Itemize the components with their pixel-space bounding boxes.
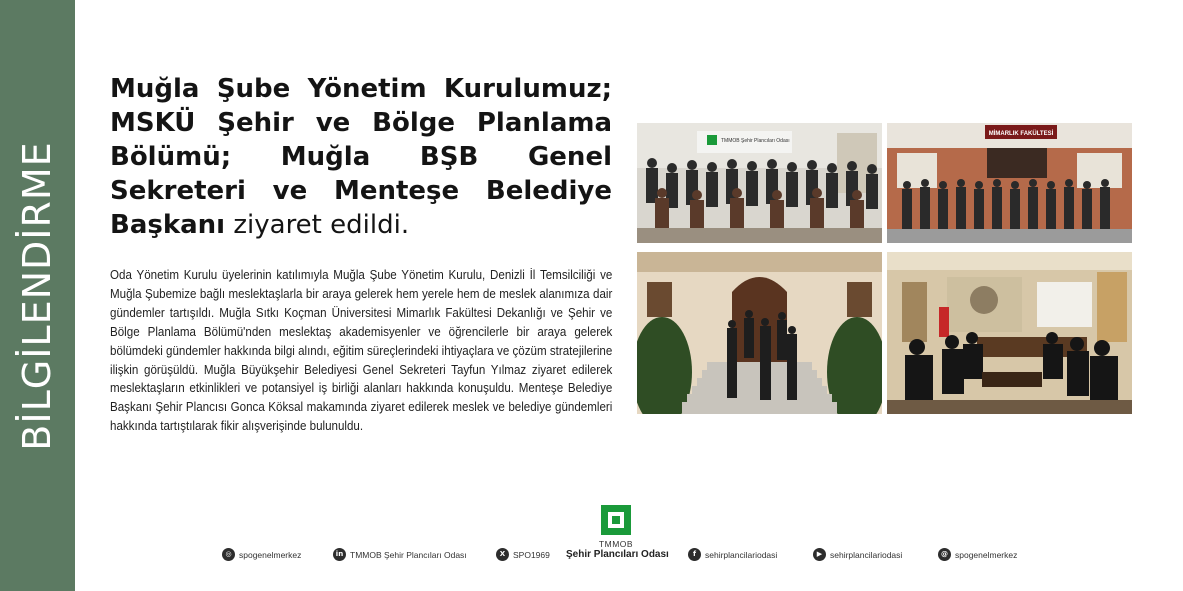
social-label: spogenelmerkez <box>239 549 302 560</box>
facebook-icon: f <box>688 548 701 561</box>
logo-org: TMMOB <box>598 539 634 549</box>
photo2-sign: MİMARLIK FAKÜLTESİ <box>988 131 1054 137</box>
headline-normal: ziyaret edildi. <box>225 210 410 240</box>
spo-logo <box>566 505 669 560</box>
social-label: sehirplancilariodasi <box>830 549 903 560</box>
photo-historic-building <box>637 252 882 414</box>
photo-faculty-building <box>887 123 1132 243</box>
headline <box>110 72 612 242</box>
social-label: TMMOB Şehir Plancıları Odası <box>350 549 467 560</box>
social-youtube[interactable] <box>813 548 902 561</box>
photo-group-office <box>637 123 882 243</box>
social-label: sehirplancilariodasi <box>705 549 778 560</box>
headline-bold: Muğla Şube Yönetim Kurulumuz; MSKÜ Şehir ve Bölge Planlama Bölümü; Muğla BŞB Genel Sekreteri ve Menteşe Belediye Başkanı <box>110 74 612 240</box>
threads-icon: @ <box>938 548 951 561</box>
spo-logo-icon <box>601 505 631 535</box>
body-paragraph: Oda Yönetim Kurulu üyelerinin katılımıyla Muğla Şube Yönetim Kurulu, Denizli İl Temsilciliği ve Muğla Şubemize bağlı meslektaşlarla bir araya gelerek hem yerele hem de meslek alanımıza dair gündemler tartışıldı. Muğla Sıtkı Koçman Üniversitesi Mimarlık Fakültesi Dekanlığı ve Şehir ve Bölge Planlama Bölümü'nden meslektaş akademisyenler ve öğrencilerle bir araya gelerek bölümdeki gündemler hakkında bilgi alındı, eğitim süreçlerindeki ihtiyaçlara ve çözüm stratejilerine ilişkin görüşüldü. Muğla Büyükşehir Belediyesi Genel Sekreteri Tayfun Yılmaz ziyaret edilerek meslektaşların etkinlikleri ve potansiyel iş birliği alanları hakkında konuşuldu. Menteşe Belediye Başkanı Şehir Plancısı Gonca Köksal makamında ziyaret edilerek meslek ve belediye gündemleri hakkında tartıştılarak fikir alışverişinde bulunuldu. <box>110 268 613 434</box>
social-threads[interactable] <box>938 548 1017 561</box>
social-x[interactable] <box>496 548 550 561</box>
social-label: spogenelmerkez <box>955 549 1018 560</box>
social-instagram[interactable] <box>222 548 301 561</box>
x-icon: X <box>496 548 509 561</box>
instagram-icon: ◎ <box>222 548 235 561</box>
logo-name: Şehir Plancıları Odası <box>566 549 669 560</box>
social-linkedin[interactable] <box>333 548 467 561</box>
youtube-icon: ▶ <box>813 548 826 561</box>
section-title-vertical: BİLGİLENDİRME <box>15 141 59 451</box>
social-facebook[interactable] <box>688 548 777 561</box>
photo1-sign: TMMOB Şehir Plancıları Odası <box>721 138 790 144</box>
sidebar-band <box>0 0 75 591</box>
social-label: SPO1969 <box>513 549 550 560</box>
linkedin-icon: in <box>333 548 346 561</box>
photo-mayor-office <box>887 252 1132 414</box>
